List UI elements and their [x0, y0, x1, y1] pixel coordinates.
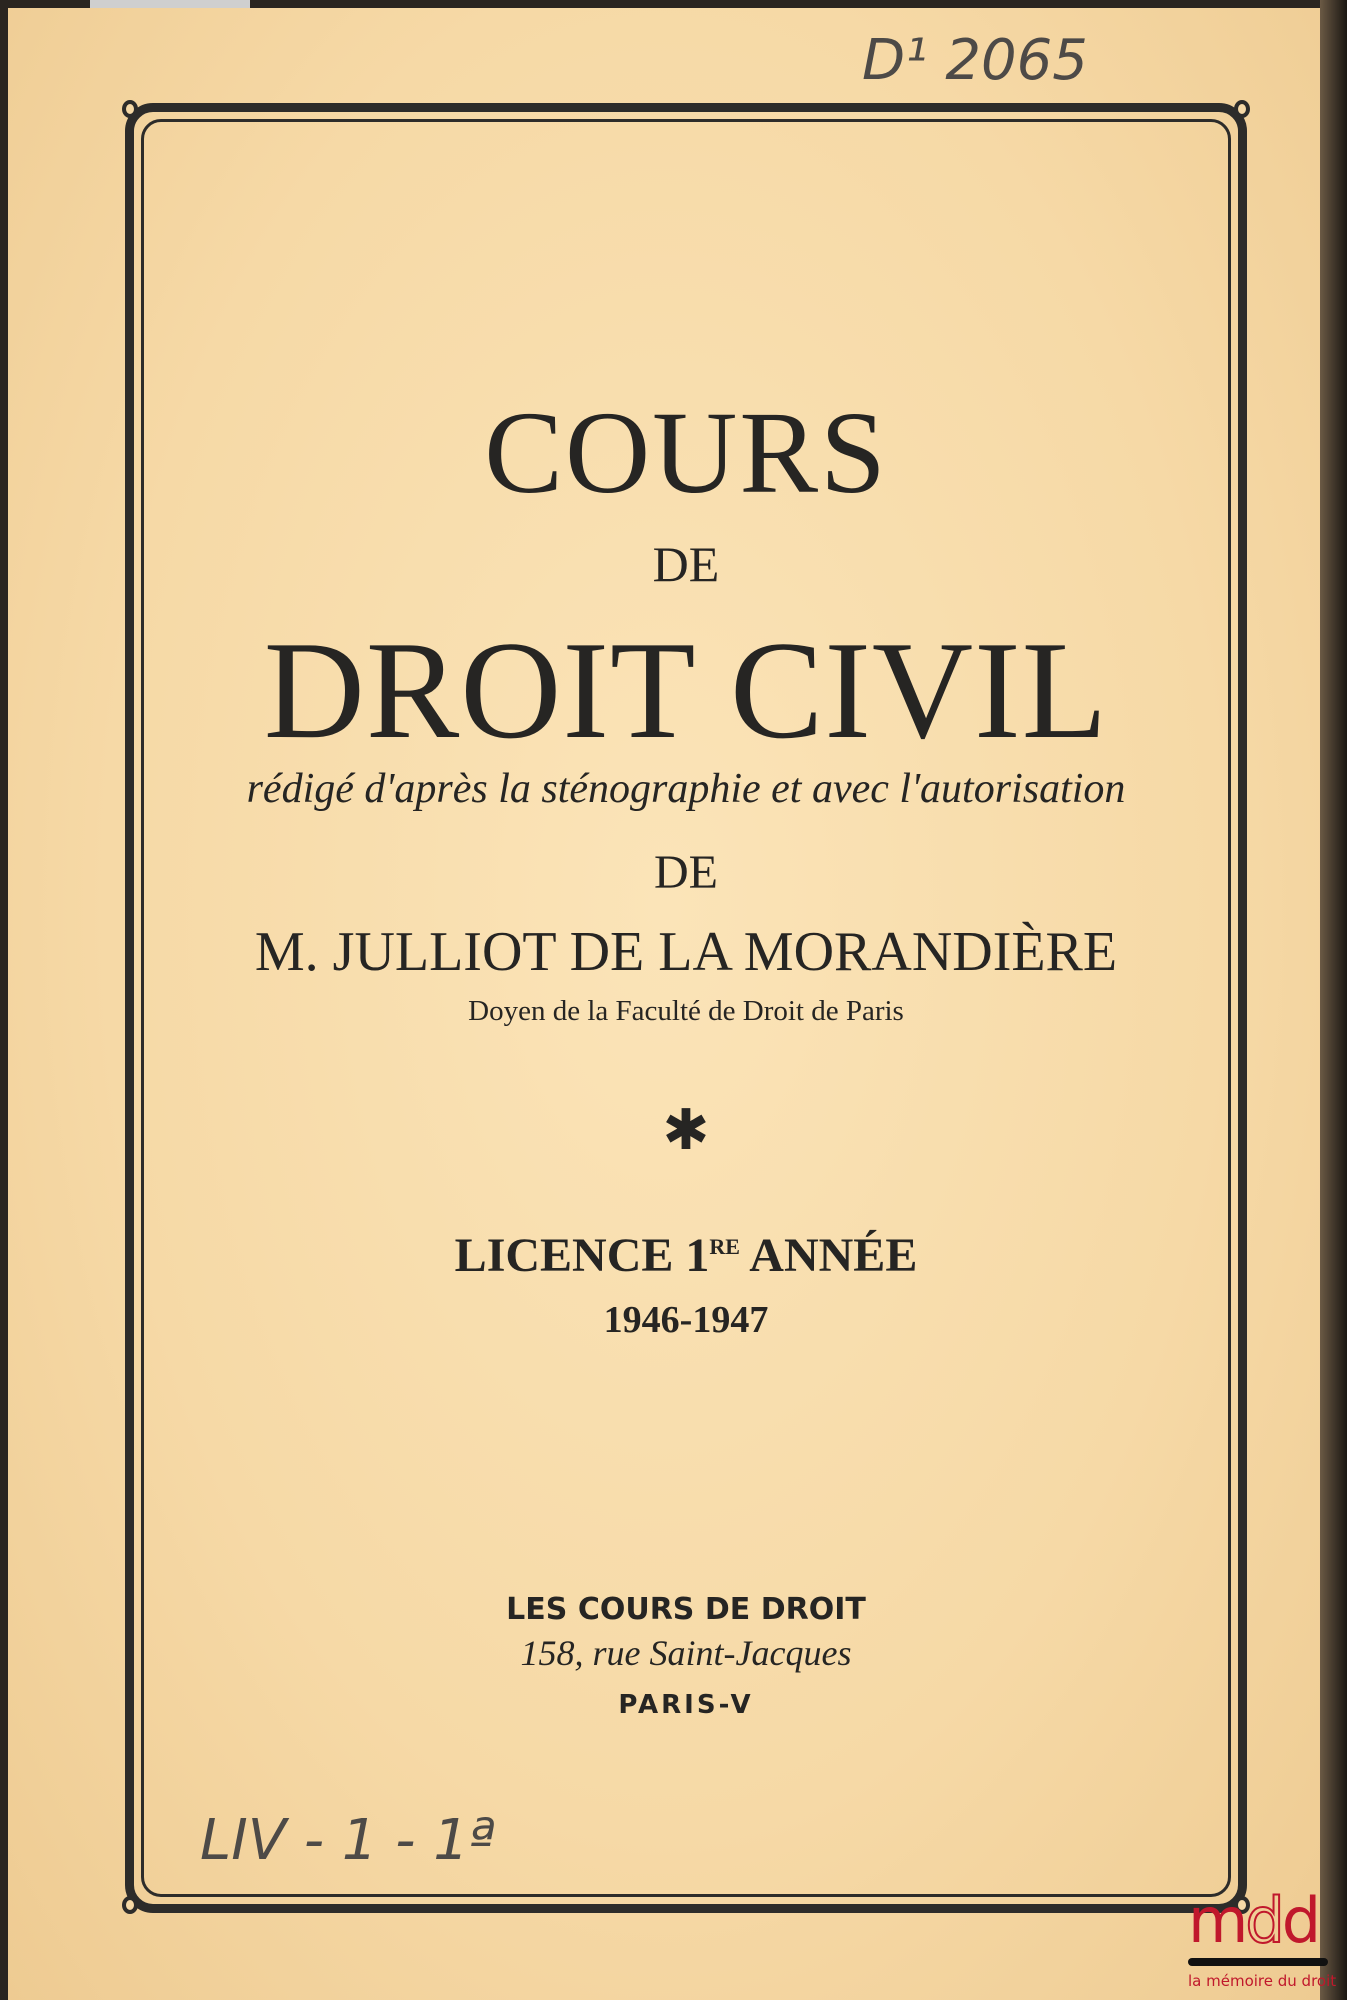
author-name: M. JULLIOT DE LA MORANDIÈRE [254, 921, 1118, 983]
star-ornament-icon: ✱ [662, 1098, 710, 1163]
author-role: Doyen de la Faculté de Droit de Paris [468, 995, 904, 1027]
frame-corner-dot [122, 100, 138, 118]
publisher-address: 158, rue Saint-Jacques [520, 1633, 852, 1673]
frame-corner-dot [1234, 100, 1250, 118]
frame-corner-dot [122, 1896, 138, 1914]
logo-tagline: la mémoire du droit [1188, 1972, 1337, 1990]
course-level [125, 1228, 1247, 1283]
subtitle: rédigé d'après la sténographie et avec l'autorisation [246, 766, 1126, 812]
logo-mark: mdd [1188, 1884, 1319, 1957]
publisher-city: PARIS-V [618, 1690, 754, 1720]
level-superscript: RE [709, 1234, 740, 1259]
title-line-3: DROIT CIVIL [263, 613, 1109, 768]
title-line-1: COURS [484, 387, 888, 518]
handwritten-shelfmark-bottom: LIV - 1 - 1ª [200, 1808, 496, 1873]
level-text: LICENCE 1 [454, 1229, 710, 1282]
de-label: DE [654, 846, 718, 899]
mdd-watermark-logo [1188, 1884, 1338, 1990]
title-line-2: DE [652, 536, 720, 592]
logo-bar [1188, 1958, 1328, 1966]
level-text-end: ANNÉE [739, 1229, 918, 1282]
page-edge [1320, 0, 1347, 2000]
publisher: LES COURS DE DROIT [506, 1592, 866, 1627]
scan-strip [90, 0, 250, 8]
handwritten-shelfmark-top: D¹ 2065 [862, 28, 1088, 93]
academic-years: 1946-1947 [603, 1299, 769, 1341]
